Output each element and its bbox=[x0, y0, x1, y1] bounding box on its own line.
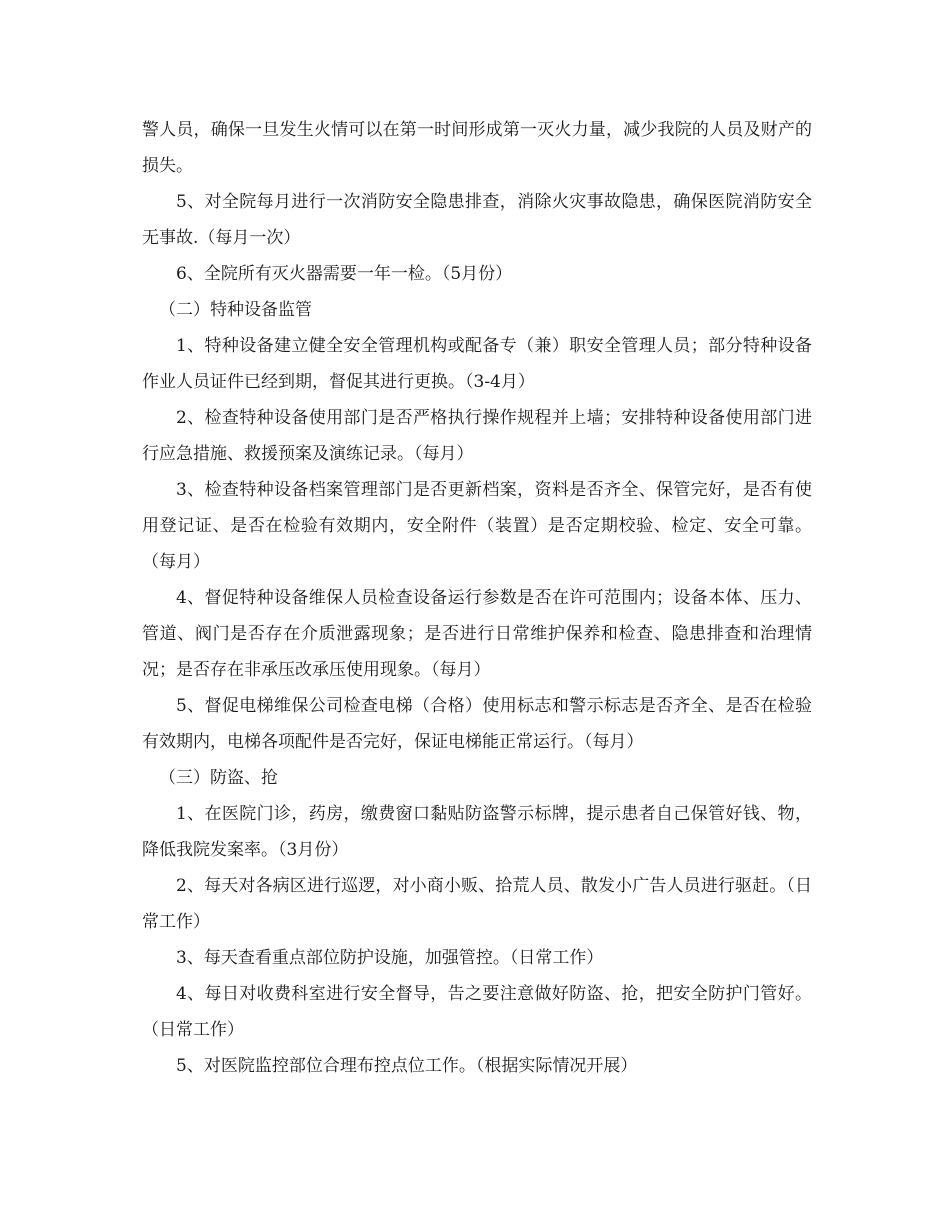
theft-item-4: 4、每日对收费科室进行安全督导，告之要注意做好防盗、抢，把安全防护门管好。（日常工作） bbox=[142, 984, 812, 1040]
section-heading-special-equipment: （二）特种设备监管 bbox=[159, 300, 312, 320]
theft-item-3: 3、每天查看重点部位防护设施，加强管控。（日常工作） bbox=[176, 948, 604, 968]
equipment-item-3: 3、检查特种设备档案管理部门是否更新档案，资料是否齐全、保管完好，是否有使用登记证、是否在检验有效期内，安全附件（装置）是否定期校验、检定、安全可靠。（每月） bbox=[142, 480, 812, 572]
document-body bbox=[142, 112, 812, 1084]
equipment-item-2: 2、检查特种设备使用部门是否严格执行操作规程并上墙；安排特种设备使用部门进行应急措施、救援预案及演练记录。（每月） bbox=[142, 408, 812, 464]
theft-item-2: 2、每天对各病区进行巡逻，对小商小贩、拾荒人员、散发小广告人员进行驱赶。（日常工作） bbox=[142, 876, 812, 932]
equipment-item-4: 4、督促特种设备维保人员检查设备运行参数是否在许可范围内；设备本体、压力、管道、阀门是否存在介质泄露现象；是否进行日常维护保养和检查、隐患排查和治理情况；是否存在非承压改承压使用现象。（每月） bbox=[142, 588, 812, 680]
equipment-item-5: 5、督促电梯维保公司检查电梯（合格）使用标志和警示标志是否齐全、是否在检验有效期内，电梯各项配件是否完好，保证电梯能正常运行。（每月） bbox=[142, 696, 812, 752]
theft-item-1: 1、在医院门诊，药房，缴费窗口黏贴防盗警示标牌，提示患者自己保管好钱、物，降低我院发案率。（3月份） bbox=[142, 804, 812, 860]
equipment-item-1: 1、特种设备建立健全安全管理机构或配备专（兼）职安全管理人员；部分特种设备作业人员证件已经到期，督促其进行更换。（3-4月） bbox=[142, 336, 812, 392]
fire-item-5: 5、对全院每月进行一次消防安全隐患排查，消除火灾事故隐患，确保医院消防安全无事故.（每月一次） bbox=[142, 192, 812, 248]
theft-item-5: 5、对医院监控部位合理布控点位工作。（根据实际情况开展） bbox=[176, 1056, 638, 1076]
section-heading-theft-robbery: （三）防盗、抢 bbox=[159, 768, 278, 788]
paragraph-continued: 警人员，确保一旦发生火情可以在第一时间形成第一灭火力量，减少我院的人员及财产的损失。 bbox=[142, 120, 812, 176]
fire-item-6: 6、全院所有灭火器需要一年一检。（5月份） bbox=[176, 264, 513, 284]
